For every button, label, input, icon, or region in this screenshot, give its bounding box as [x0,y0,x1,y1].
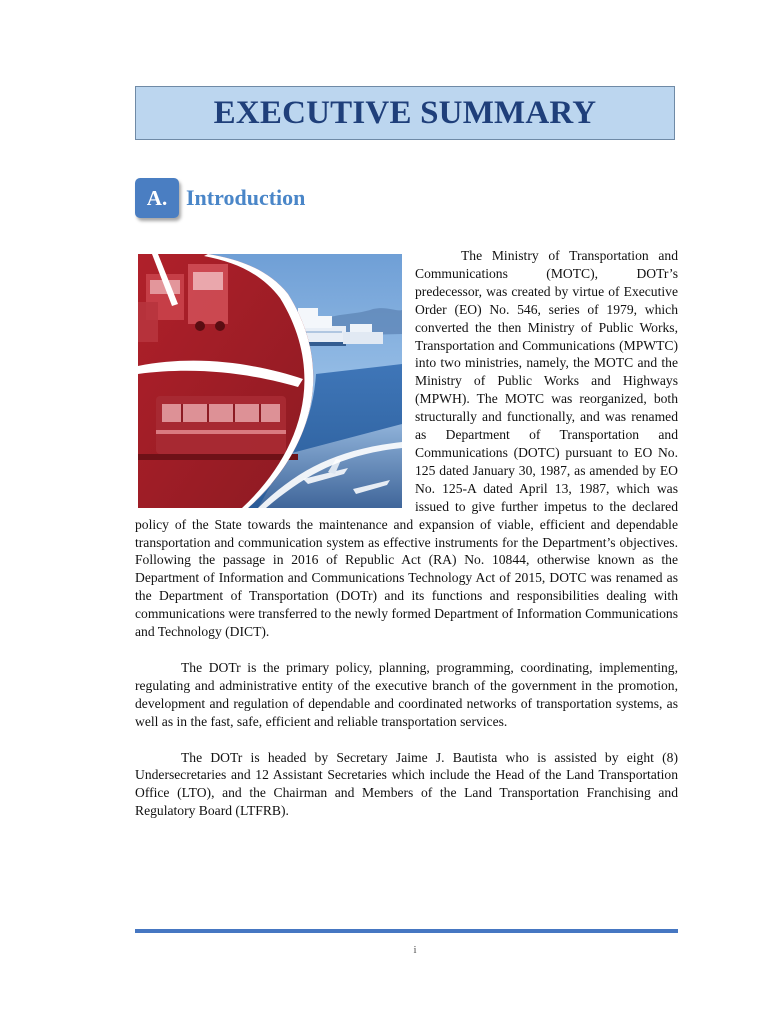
paragraph-leadership: The DOTr is headed by Secretary Jaime J. Bautista who is assisted by eight (8) Undersecretaries and 12 Assistant Secretaries which include the Head of the Land Transportation Office (LTO), and the Chairman and Members of the Land Transportation Franchising and Regulatory Board (LTFRB). [135,749,678,819]
section-heading [135,178,305,218]
title-banner [135,86,675,140]
transportation-collage-image [138,254,402,508]
footer-rule [135,929,678,933]
paragraph-history: The Ministry of Transportation and Communications (MOTC), DOTr’s predecessor, was created by virtue of Executive Order (EO) No. 546, series of 1979, which converted the then Ministry of Public Works, Transportation and Communications (MPWTC) into two ministries, namely, the MOTC and the Ministry of Public Works and Highways (MPWH). The MOTC was reorganized, both structurally and functionally, and was renamed as Department of Transportation and Communications (DOTC) pursuant to EO No. 125 dated January 30, 1987, as amended by EO No. 125-A dated April 13, 1987, which was issued to give further impetus to the declared policy of the State towards the maintenance and expansion of viable, efficient and dependable transportation and communication system as effective instruments for the Department’s objectives. Following the passage in 2016 of Republic Act (RA) No. 10844, otherwise known as the Department of Information and Communications Technology Act of 2015, DOTC was renamed as the Department of Transportation (DOTr) and its functions and responsibilities dealing with communications were transferred to the newly formed Department of Information Communications and Technology (DICT). [135,248,678,640]
page-title: EXECUTIVE SUMMARY [213,94,597,131]
paragraph-mandate: The DOTr is the primary policy, planning, programming, coordinating, implementing, regulating and administrative entity of the executive branch of the government in the promotion, development and regulation of dependable and coordinated networks of transportation systems, as well as in the fast, safe, efficient and reliable transportation services. [135,659,678,729]
page-number: i [413,944,417,956]
section-letter-badge: A. [135,178,179,218]
section-title: Introduction [186,185,306,210]
